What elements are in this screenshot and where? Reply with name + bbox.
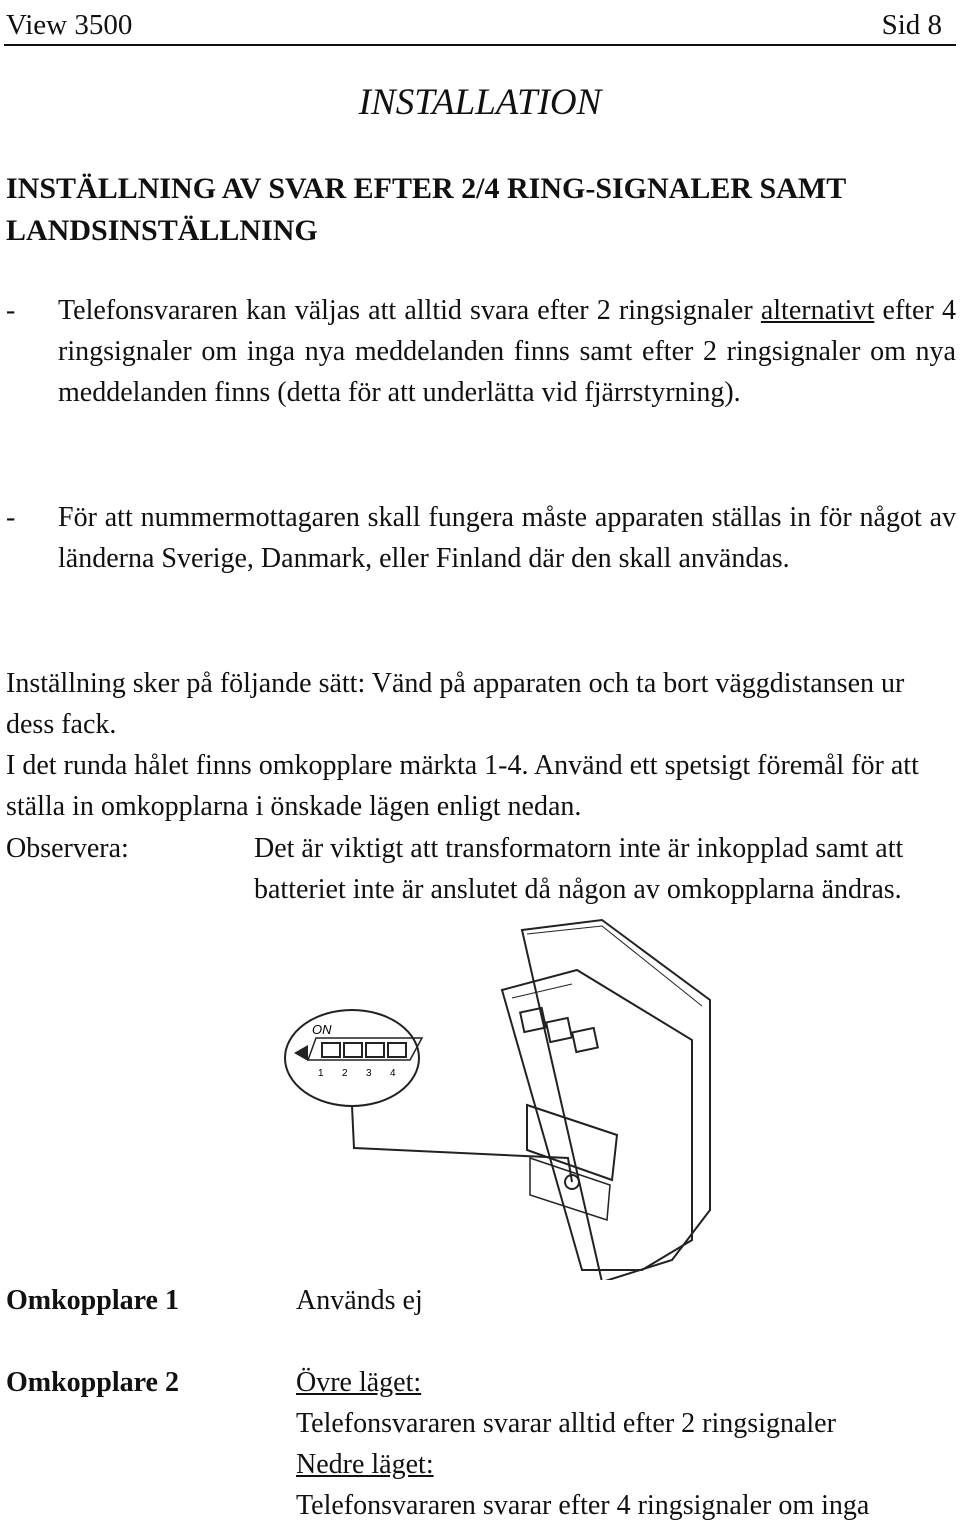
upper-position-heading: Övre läget: <box>296 1367 422 1398</box>
lower-position-text: Telefonsvararen svarar efter 4 ringsignaler om inga <box>296 1490 870 1521</box>
bullet-item <box>6 290 956 413</box>
switch-number: 3 <box>366 1068 372 1079</box>
led-window <box>572 1028 598 1052</box>
subsection-heading: INSTÄLLNING AV SVAR EFTER 2/4 RING-SIGNALER SAMT LANDSINSTÄLLNING <box>6 172 846 247</box>
device-illustration <box>272 910 732 1280</box>
bullet-dash: - <box>6 295 16 326</box>
device-back-shell <box>522 920 710 1280</box>
switch-label: Omkopplare 1 <box>6 1285 179 1316</box>
section-title: INSTALLATION <box>358 82 602 123</box>
bullet-item <box>6 497 956 579</box>
dip-switch <box>322 1043 340 1057</box>
bullet-text-part: efter 4 ringsignaler om inga nya meddelanden finns samt efter 2 ringsignaler om nya meddelanden finns (detta för att underlätta vid fjärrstyrning). <box>58 295 956 408</box>
switch-number: 2 <box>342 1068 348 1079</box>
paragraph: I det runda hålet finns omkopplare märkta 1-4. Använd ett spetsigt föremål för att ställa in omkopplarna i önskade lägen enligt nedan. <box>6 750 919 822</box>
note-text: Det är viktigt att transformatorn inte är inkopplad samt att batteriet inte är anslutet då någon av omkopplarna ändras. <box>254 833 904 905</box>
upper-position-text: Telefonsvararen svarar alltid efter 2 ringsignaler <box>296 1408 836 1439</box>
switch-number: 1 <box>318 1068 324 1079</box>
device-slot <box>527 1105 617 1180</box>
switch-number: 4 <box>390 1068 396 1079</box>
lower-position-heading: Nedre läget: <box>296 1449 434 1480</box>
dip-switch <box>344 1043 362 1057</box>
device-body <box>502 970 692 1270</box>
page-number: Sid 8 <box>881 9 942 41</box>
bullet-text-part: Telefonsvararen kan väljas att alltid svara efter 2 ringsignaler <box>58 295 761 326</box>
document-title: View 3500 <box>6 9 133 41</box>
dip-on-label: ON <box>312 1022 332 1037</box>
dip-switch <box>388 1043 406 1057</box>
page-header <box>4 4 956 46</box>
switch-value: Används ej <box>296 1285 423 1316</box>
dip-switch <box>366 1043 384 1057</box>
paragraph: Inställning sker på följande sätt: Vänd på apparaten och ta bort väggdistansen ur dess fack. <box>6 668 905 740</box>
switch-label: Omkopplare 2 <box>6 1367 179 1398</box>
note-label: Observera: <box>6 833 129 864</box>
arrow-icon <box>294 1045 308 1061</box>
bullet-text: För att nummermottagaren skall fungera måste apparaten ställas in för något av länderna Sverige, Danmark, eller Finland där den skall användas. <box>58 502 956 574</box>
underlined-word: alternativt <box>760 295 875 326</box>
bullet-text <box>58 290 956 413</box>
bullet-dash: - <box>6 502 16 533</box>
led-window <box>546 1018 572 1042</box>
